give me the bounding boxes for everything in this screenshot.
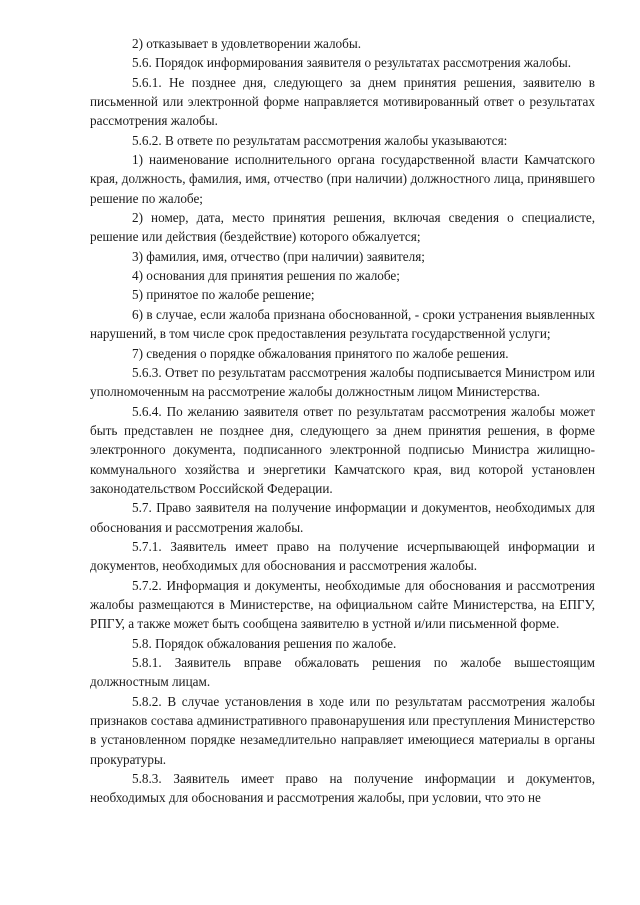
list-item-3: 3) фамилия, имя, отчество (при наличии) заявителя;	[132, 248, 425, 264]
list-item-4: 4) основания для принятия решения по жалобе;	[132, 268, 400, 284]
paragraph-5-6-4: 5.6.4. По желанию заявителя ответ по результатам рассмотрения жалобы может быть представлен не позднее дня, следующего за днем принятия решения, в форме электронного документа, подписанного электронной подписью Министра жилищно-коммунального хозяйства и энергетики Камчатского края, вид которой установлен законодательством Российской Федерации.	[90, 403, 595, 496]
paragraph-refusal: 2) отказывает в удовлетворении жалобы.	[132, 36, 362, 51]
document-page	[90, 34, 595, 808]
paragraph-5-6-3: 5.6.3. Ответ по результатам рассмотрения жалобы подписывается Министром или уполномоченным на рассмотрение жалобы должностным лицом Министерства.	[90, 364, 595, 400]
list-item-7: 7) сведения о порядке обжалования принятого по жалобе решения.	[132, 345, 509, 361]
paragraph-5-7: 5.7. Право заявителя на получение информации и документов, необходимых для обоснования и рассмотрения жалобы.	[90, 500, 595, 535]
list-item-6: 6) в случае, если жалоба признана обоснованной, - сроки устранения выявленных нарушений, в том числе срок предоставления результата государственной услуги;	[90, 306, 595, 342]
paragraph-5-6: 5.6. Порядок информирования заявителя о результатах рассмотрения жалобы.	[132, 55, 571, 71]
paragraph-5-6-2: 5.6.2. В ответе по результатам рассмотрения жалобы указываются:	[132, 132, 508, 148]
paragraph-5-7-1: 5.7.1. Заявитель имеет право на получение исчерпывающей информации и документов, необходимых для обоснования и рассмотрения жалобы.	[90, 538, 595, 574]
list-item-1: 1) наименование исполнительного органа государственной власти Камчатского края, должность, фамилия, имя, отчество (при наличии) должностного лица, принявшего решение по жалобе;	[90, 152, 595, 206]
paragraph-5-7-2: 5.7.2. Информация и документы, необходимые для обоснования и рассмотрения жалобы размещаются в Министерстве, на официальном сайте Министерства, на ЕПГУ, РПГУ, а также может быть сообщена заявителю в устной и/или письменной форме.	[90, 577, 595, 632]
list-item-2: 2) номер, дата, место принятия решения, включая сведения о специалисте, решение или действия (бездействие) которого обжалуется;	[90, 210, 595, 245]
paragraph-5-8-3: 5.8.3. Заявитель имеет право на получение информации и документов, необходимых для обоснования и рассмотрения жалобы, при условии, что это не	[90, 771, 595, 806]
paragraph-5-8-1: 5.8.1. Заявитель вправе обжаловать решения по жалобе вышестоящим должностным лицам.	[90, 655, 595, 690]
paragraph-5-8: 5.8. Порядок обжалования решения по жалобе.	[132, 635, 397, 651]
paragraph-5-6-1: 5.6.1. Не позднее дня, следующего за днем принятия решения, заявителю в письменной или электронной форме направляется мотивированный ответ о результатах рассмотрения жалобы.	[90, 74, 595, 129]
list-item-5: 5) принятое по жалобе решение;	[132, 287, 315, 303]
paragraph-5-8-2: 5.8.2. В случае установления в ходе или по результатам рассмотрения жалобы признаков состава административного правонарушения или преступления Министерство в установленном порядке незамедлительно направляет имеющиеся материалы в органы прокуратуры.	[90, 693, 595, 767]
